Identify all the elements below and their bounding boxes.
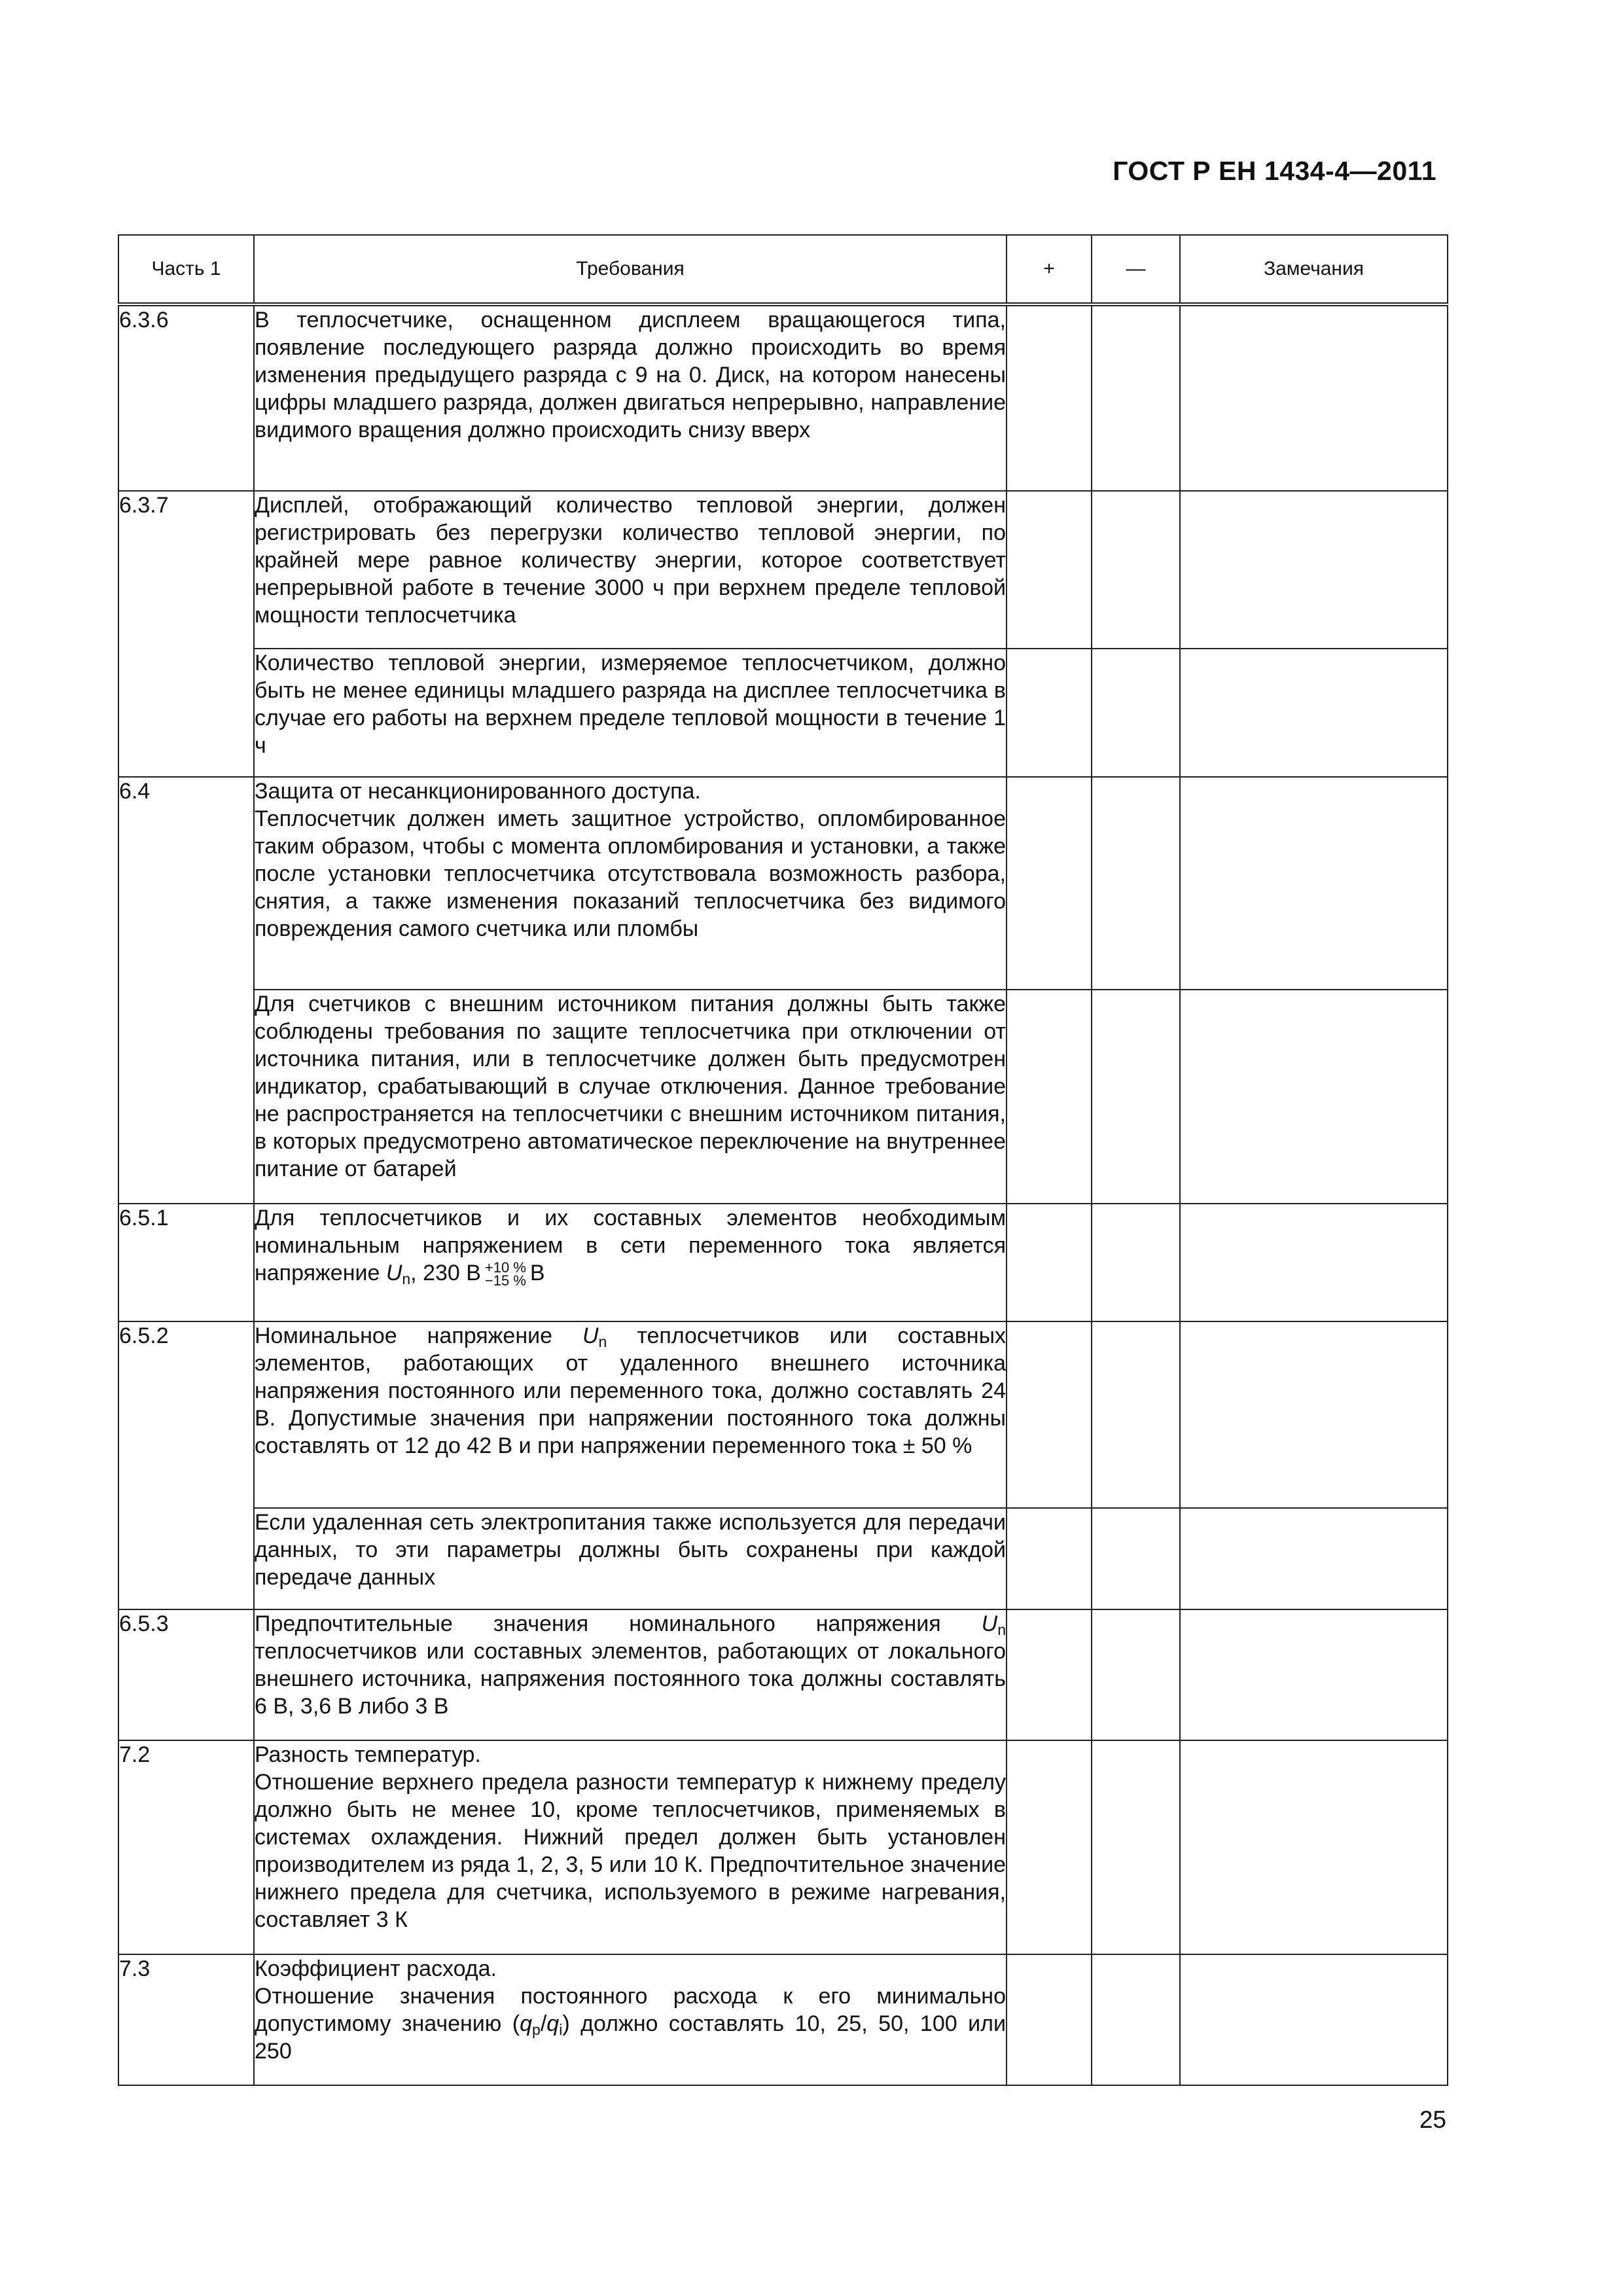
minus-cell [1092, 1954, 1180, 2085]
clause-number: 6.5.1 [118, 1204, 254, 1321]
table-row [118, 1508, 1448, 1609]
clause-number: 6.4 [118, 777, 254, 1204]
page-number: 25 [1419, 2106, 1446, 2133]
remarks-cell [1180, 1204, 1448, 1321]
plus-cell [1007, 1740, 1092, 1954]
table-header-row [118, 235, 1448, 304]
table-row [118, 304, 1448, 491]
requirement-text: Предпочтительные значения номинального напряжения $U_n$ теплосчетчиков или составных элементов, работающих от локального внешнего источника, напряжения постоянного тока должны составлять 6 В, 3,6 В либо 3 В [254, 1609, 1007, 1740]
plus-cell [1007, 777, 1092, 990]
plus-cell [1007, 491, 1092, 649]
header-plus: + [1007, 235, 1092, 304]
header-requirements: Требования [254, 235, 1007, 304]
table-row [118, 1321, 1448, 1508]
plus-cell [1007, 1508, 1092, 1609]
requirement-body: Теплосчетчик должен иметь защитное устройство, опломбированное таким образом, чтобы с момента опломбирования и установки, а также после установки теплосчетчика отсутствовала возможность разбора, снятия, а также изменения показаний теплосчетчика без видимого повреждения самого счетчика или пломбы [255, 806, 1006, 941]
table-row [118, 491, 1448, 649]
requirement-text: Дисплей, отображающий количество тепловой энергии, должен регистрировать без перегрузки количество тепловой энергии, по крайней мере равное количеству энергии, которое соответствует непрерывной работе в течение 3000 ч при верхнем пределе тепловой мощности теплосчетчика [254, 491, 1007, 649]
remarks-cell [1180, 649, 1448, 777]
plus-cell [1007, 1954, 1092, 2085]
requirement-text: Для теплосчетчиков и их составных элементов необходимым номинальным напряжением в сети переменного тока является напряжение $U_n$, 230 В +10 % −15 % В [254, 1204, 1007, 1321]
clause-number: 7.2 [118, 1740, 254, 1954]
remarks-cell [1180, 1740, 1448, 1954]
table-row [118, 1204, 1448, 1321]
remarks-cell [1180, 1508, 1448, 1609]
requirement-text: В теплосчетчике, оснащенном дисплеем вращающегося типа, появление последующего разряда должно происходить во время изменения предыдущего разряда с 9 на 0. Диск, на котором нанесены цифры младшего разряда, должен двигаться непрерывно, направление видимого вращения должно происходить снизу вверх [254, 304, 1007, 491]
requirement-title: Разность температур. [255, 1742, 481, 1767]
minus-cell [1092, 1508, 1180, 1609]
plus-cell [1007, 990, 1092, 1204]
plus-cell [1007, 1609, 1092, 1740]
requirement-text [254, 777, 1007, 990]
table-row [118, 1954, 1448, 2085]
plus-cell [1007, 649, 1092, 777]
remarks-cell [1180, 491, 1448, 649]
remarks-cell [1180, 1954, 1448, 2085]
clause-number: 6.3.6 [118, 304, 254, 491]
header-part: Часть 1 [118, 235, 254, 304]
table-row [118, 649, 1448, 777]
table-row [118, 1740, 1448, 1954]
plus-cell [1007, 1321, 1092, 1508]
header-remarks: Замечания [1180, 235, 1448, 304]
minus-cell [1092, 304, 1180, 491]
clause-number: 6.5.3 [118, 1609, 254, 1740]
plus-cell [1007, 304, 1092, 491]
remarks-cell [1180, 777, 1448, 990]
clause-number: 6.5.2 [118, 1321, 254, 1609]
requirement-title: Коэффициент расхода. [255, 1956, 497, 1981]
minus-cell [1092, 1609, 1180, 1740]
remarks-cell [1180, 990, 1448, 1204]
remarks-cell [1180, 1321, 1448, 1508]
table-row [118, 1609, 1448, 1740]
requirement-text: Количество тепловой энергии, измеряемое теплосчетчиком, должно быть не менее единицы младшего разряда на дисплее теплосчетчика в случае его работы на верхнем пределе тепловой мощности в течение 1 ч [254, 649, 1007, 777]
clause-number: 6.3.7 [118, 491, 254, 777]
tolerance-stack: +10 % −15 % [484, 1259, 526, 1289]
requirement-title: Защита от несанкционированного доступа. [255, 779, 701, 804]
requirement-text: Коэффициент расхода. Отношение значения постоянного расхода к его минимально допустимому значению $(q_p/q_i)$ должно составлять 10, 25, 50, 100 или 250 [254, 1954, 1007, 2085]
minus-cell [1092, 777, 1180, 990]
requirement-text: Номинальное напряжение $U_n$ теплосчетчиков или составных элементов, работающих от удаленного внешнего источника напряжения постоянного или переменного тока, должно составлять 24 В. Допустимые значения при напряжении постоянного тока должны составлять от 12 до 42 В и при напряжении переменного тока ± 50 % [254, 1321, 1007, 1508]
minus-cell [1092, 990, 1180, 1204]
minus-cell [1092, 1321, 1180, 1508]
requirement-text [254, 1740, 1007, 1954]
table-row [118, 990, 1448, 1204]
minus-cell [1092, 1740, 1180, 1954]
requirements-table [118, 234, 1448, 2086]
clause-number: 7.3 [118, 1954, 254, 2085]
minus-cell [1092, 649, 1180, 777]
remarks-cell [1180, 1609, 1448, 1740]
table-row [118, 777, 1448, 990]
remarks-cell [1180, 304, 1448, 491]
requirement-body: Отношение верхнего предела разности температур к нижнему пределу должно быть не менее 10, кроме теплосчетчиков, применяемых в системах охлаждения. Нижний предел должен быть установлен производителем из ряда 1, 2, 3, 5 или 10 К. Предпочтительное значение нижнего предела для счетчика, используемого в режиме нагревания, составляет 3 К [255, 1770, 1006, 1932]
minus-cell [1092, 1204, 1180, 1321]
requirement-text: Если удаленная сеть электропитания также используется для передачи данных, то эти параметры должны быть сохранены при каждой передаче данных [254, 1508, 1007, 1609]
document-code: ГОСТ Р ЕН 1434-4—2011 [1113, 156, 1436, 186]
plus-cell [1007, 1204, 1092, 1321]
requirement-text: Для счетчиков с внешним источником питания должны быть также соблюдены требования по защите теплосчетчика при отключении от источника питания, или в теплосчетчике должен быть предусмотрен индикатор, срабатывающий в случае отключения. Данное требование не распространяется на теплосчетчики с внешним источником питания, в которых предусмотрено автоматическое переключение на внутреннее питание от батарей [254, 990, 1007, 1204]
minus-cell [1092, 491, 1180, 649]
header-minus: — [1092, 235, 1180, 304]
